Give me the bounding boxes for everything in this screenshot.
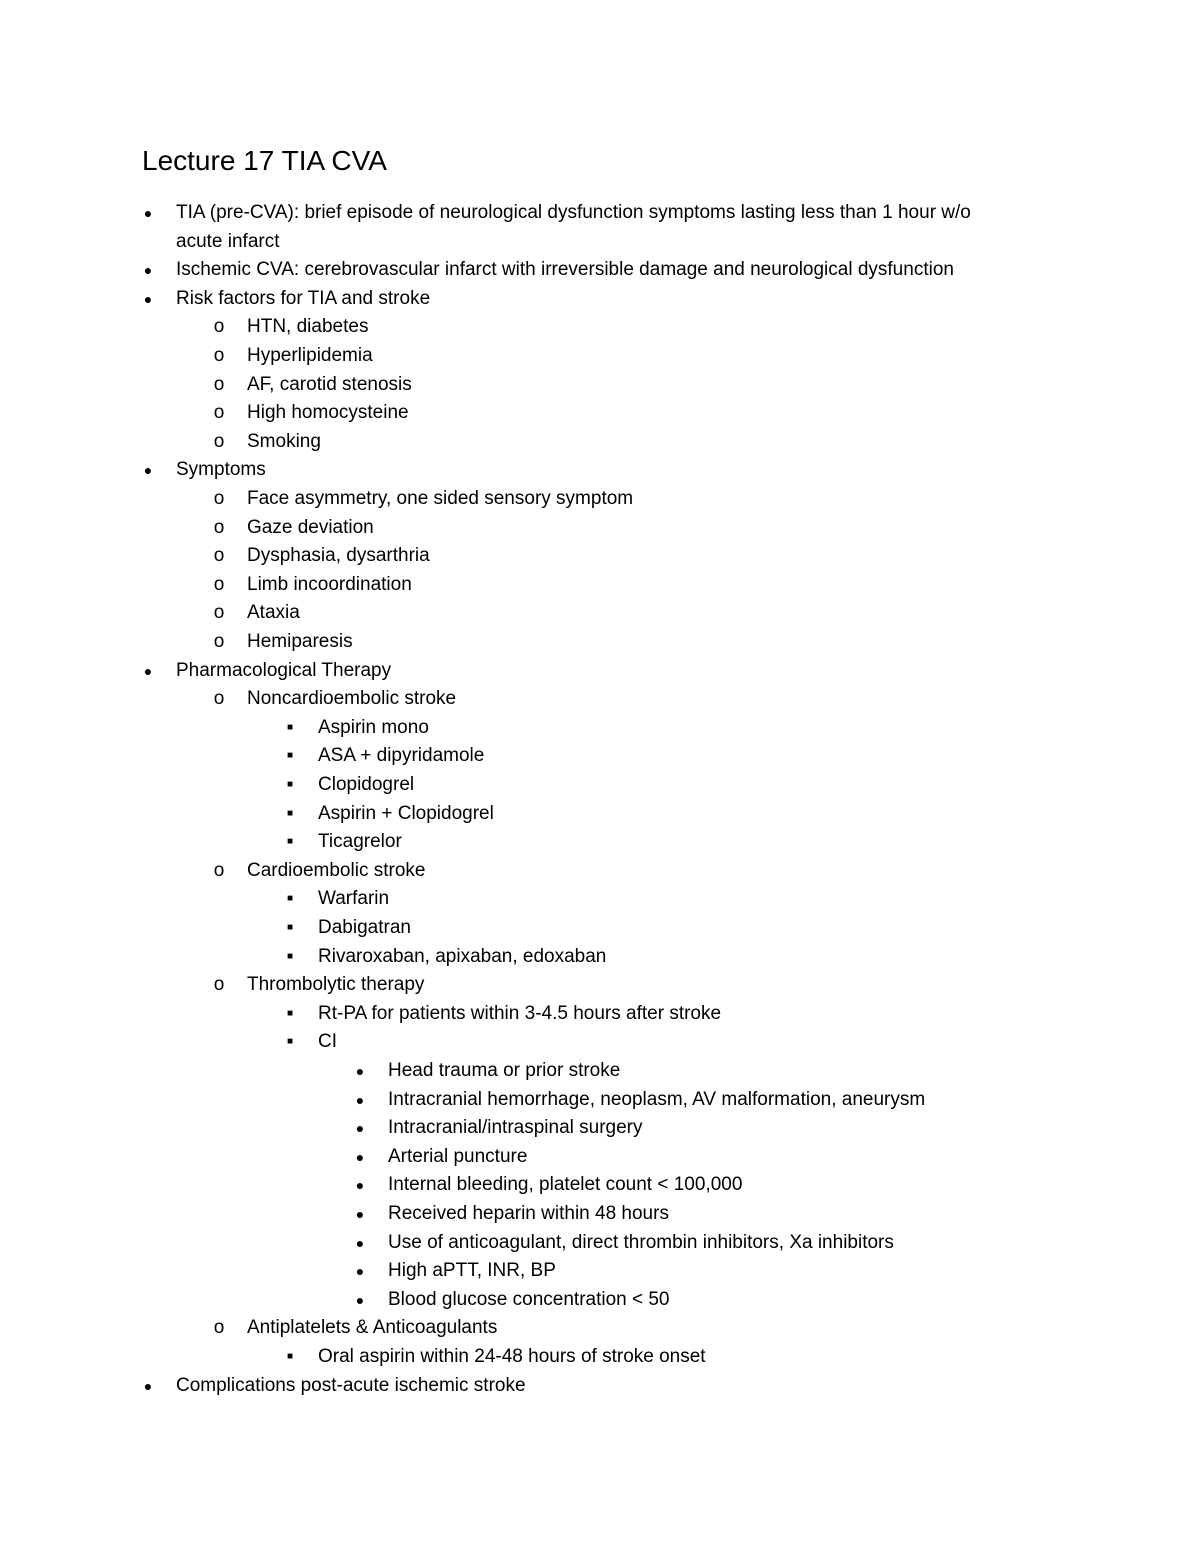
list-item-level-4: Intracranial hemorrhage, neoplasm, AV malformation, aneurysm bbox=[388, 1088, 926, 1110]
bullet-level-3-icon: ■ bbox=[286, 1036, 294, 1048]
bullet-level-3-icon: ■ bbox=[286, 721, 294, 733]
bullet-level-4-icon: ● bbox=[355, 1120, 365, 1137]
list-item-level-2: Ataxia bbox=[247, 602, 300, 624]
list-item-level-2: Limb incoordination bbox=[247, 573, 412, 595]
list-item-level-3: Oral aspirin within 24-48 hours of stroke onset bbox=[318, 1346, 706, 1367]
list-item-level-4: Internal bleeding, platelet count < 100,000 bbox=[388, 1174, 743, 1196]
bullet-level-1-icon: ● bbox=[143, 662, 153, 679]
bullet-level-2-icon: o bbox=[213, 373, 225, 395]
bullet-level-1-icon: ● bbox=[143, 1377, 153, 1394]
bullet-level-2-icon: o bbox=[213, 1317, 225, 1339]
list-item-level-2: High homocysteine bbox=[247, 402, 409, 424]
bullet-level-4-icon: ● bbox=[355, 1206, 365, 1222]
bullet-level-4-icon: ● bbox=[355, 1148, 365, 1165]
bullet-level-1-icon: ● bbox=[143, 205, 153, 221]
list-item-level-1: Pharmacological Therapy bbox=[176, 659, 392, 681]
list-item-level-1: Ischemic CVA: cerebrovascular infarct with irreversible damage and neurological dysfunction bbox=[176, 259, 954, 281]
list-item-level-2: Hyperlipidemia bbox=[247, 345, 373, 366]
bullet-level-4-icon: ● bbox=[355, 1263, 365, 1280]
bullet-level-2-icon: o bbox=[213, 345, 225, 366]
list-item-level-4: Blood glucose concentration < 50 bbox=[388, 1288, 670, 1310]
list-item-continuation: acute infarct bbox=[176, 230, 280, 252]
bullet-level-2-icon: o bbox=[213, 402, 225, 424]
list-item-level-4: Intracranial/intraspinal surgery bbox=[388, 1117, 643, 1139]
list-item-level-2: Face asymmetry, one sided sensory symptom bbox=[247, 488, 634, 509]
bullet-level-3-icon: ■ bbox=[286, 922, 294, 933]
bullet-level-1-icon: ● bbox=[143, 290, 153, 307]
list-item-level-2: Smoking bbox=[247, 430, 321, 452]
list-item-level-1: Complications post-acute ischemic stroke bbox=[176, 1374, 526, 1396]
bullet-level-2-icon: o bbox=[213, 430, 225, 452]
bullet-level-2-icon: o bbox=[213, 859, 225, 881]
bullet-level-2-icon: o bbox=[213, 602, 225, 624]
bullet-level-4-icon: ● bbox=[355, 1177, 365, 1194]
bullet-level-2-icon: o bbox=[213, 516, 225, 538]
list-item-level-4: Arterial puncture bbox=[388, 1145, 528, 1167]
list-item-level-2: AF, carotid stenosis bbox=[247, 373, 412, 395]
bullet-level-3-icon: ■ bbox=[286, 779, 294, 790]
list-item-level-3: Aspirin mono bbox=[318, 716, 429, 738]
list-item-level-2: Cardioembolic stroke bbox=[247, 859, 426, 881]
bullet-level-2-icon: o bbox=[213, 688, 225, 710]
bullet-level-2-icon: o bbox=[213, 545, 225, 567]
list-item-level-1: TIA (pre-CVA): brief episode of neurological dysfunction symptoms lasting less than 1 hour w/o bbox=[176, 202, 971, 223]
list-item-level-3: Ticagrelor bbox=[318, 831, 402, 853]
list-item-level-3: Aspirin + Clopidogrel bbox=[318, 802, 494, 824]
list-item-level-3: Rt-PA for patients within 3-4.5 hours after stroke bbox=[318, 1002, 722, 1024]
bullet-level-4-icon: ● bbox=[355, 1063, 365, 1079]
bullet-level-2-icon: o bbox=[213, 316, 225, 338]
list-item-level-2: Noncardioembolic stroke bbox=[247, 688, 457, 710]
bullet-level-3-icon: ■ bbox=[286, 750, 294, 762]
bullet-level-2-icon: o bbox=[213, 488, 225, 509]
list-item-level-2: HTN, diabetes bbox=[247, 316, 369, 338]
bullet-level-3-icon: ■ bbox=[286, 836, 294, 848]
bullet-level-2-icon: o bbox=[213, 974, 225, 996]
list-item-level-2: Dysphasia, dysarthria bbox=[247, 545, 430, 567]
list-item-level-3: ASA + dipyridamole bbox=[318, 745, 485, 767]
list-item-level-2: Thrombolytic therapy bbox=[247, 974, 425, 996]
list-item-level-1: Risk factors for TIA and stroke bbox=[176, 287, 431, 309]
list-item-level-3: CI bbox=[318, 1031, 337, 1053]
bullet-level-2-icon: o bbox=[213, 573, 225, 595]
bullet-level-3-icon: ■ bbox=[286, 1351, 294, 1362]
list-item-level-4: Use of anticoagulant, direct thrombin inhibitors, Xa inhibitors bbox=[388, 1231, 894, 1253]
list-item-level-4: Head trauma or prior stroke bbox=[388, 1060, 621, 1081]
bullet-level-1-icon: ● bbox=[143, 262, 153, 279]
list-item-level-4: High aPTT, INR, BP bbox=[388, 1260, 556, 1282]
list-item-level-4: Received heparin within 48 hours bbox=[388, 1203, 669, 1224]
bullet-level-4-icon: ● bbox=[355, 1091, 365, 1108]
bullet-level-3-icon: ■ bbox=[286, 893, 294, 905]
list-item-level-3: Rivaroxaban, apixaban, edoxaban bbox=[318, 945, 607, 967]
list-item-level-2: Gaze deviation bbox=[247, 516, 374, 538]
list-item-level-2: Antiplatelets & Anticoagulants bbox=[247, 1317, 498, 1339]
list-item-level-2: Hemiparesis bbox=[247, 631, 353, 652]
bullet-level-3-icon: ■ bbox=[286, 1007, 294, 1019]
list-item-level-3: Dabigatran bbox=[318, 917, 411, 938]
list-item-level-3: Warfarin bbox=[318, 888, 390, 910]
list-item-level-3: Clopidogrel bbox=[318, 774, 415, 795]
page-title: Lecture 17 TIA CVA bbox=[142, 145, 387, 176]
bullet-level-2-icon: o bbox=[213, 631, 225, 652]
bullet-level-4-icon: ● bbox=[355, 1291, 365, 1308]
bullet-level-4-icon: ● bbox=[355, 1234, 365, 1251]
list-item-level-1: Symptoms bbox=[176, 459, 266, 481]
bullet-level-3-icon: ■ bbox=[286, 950, 294, 962]
bullet-level-1-icon: ● bbox=[143, 462, 153, 479]
bullet-level-3-icon: ■ bbox=[286, 807, 294, 819]
